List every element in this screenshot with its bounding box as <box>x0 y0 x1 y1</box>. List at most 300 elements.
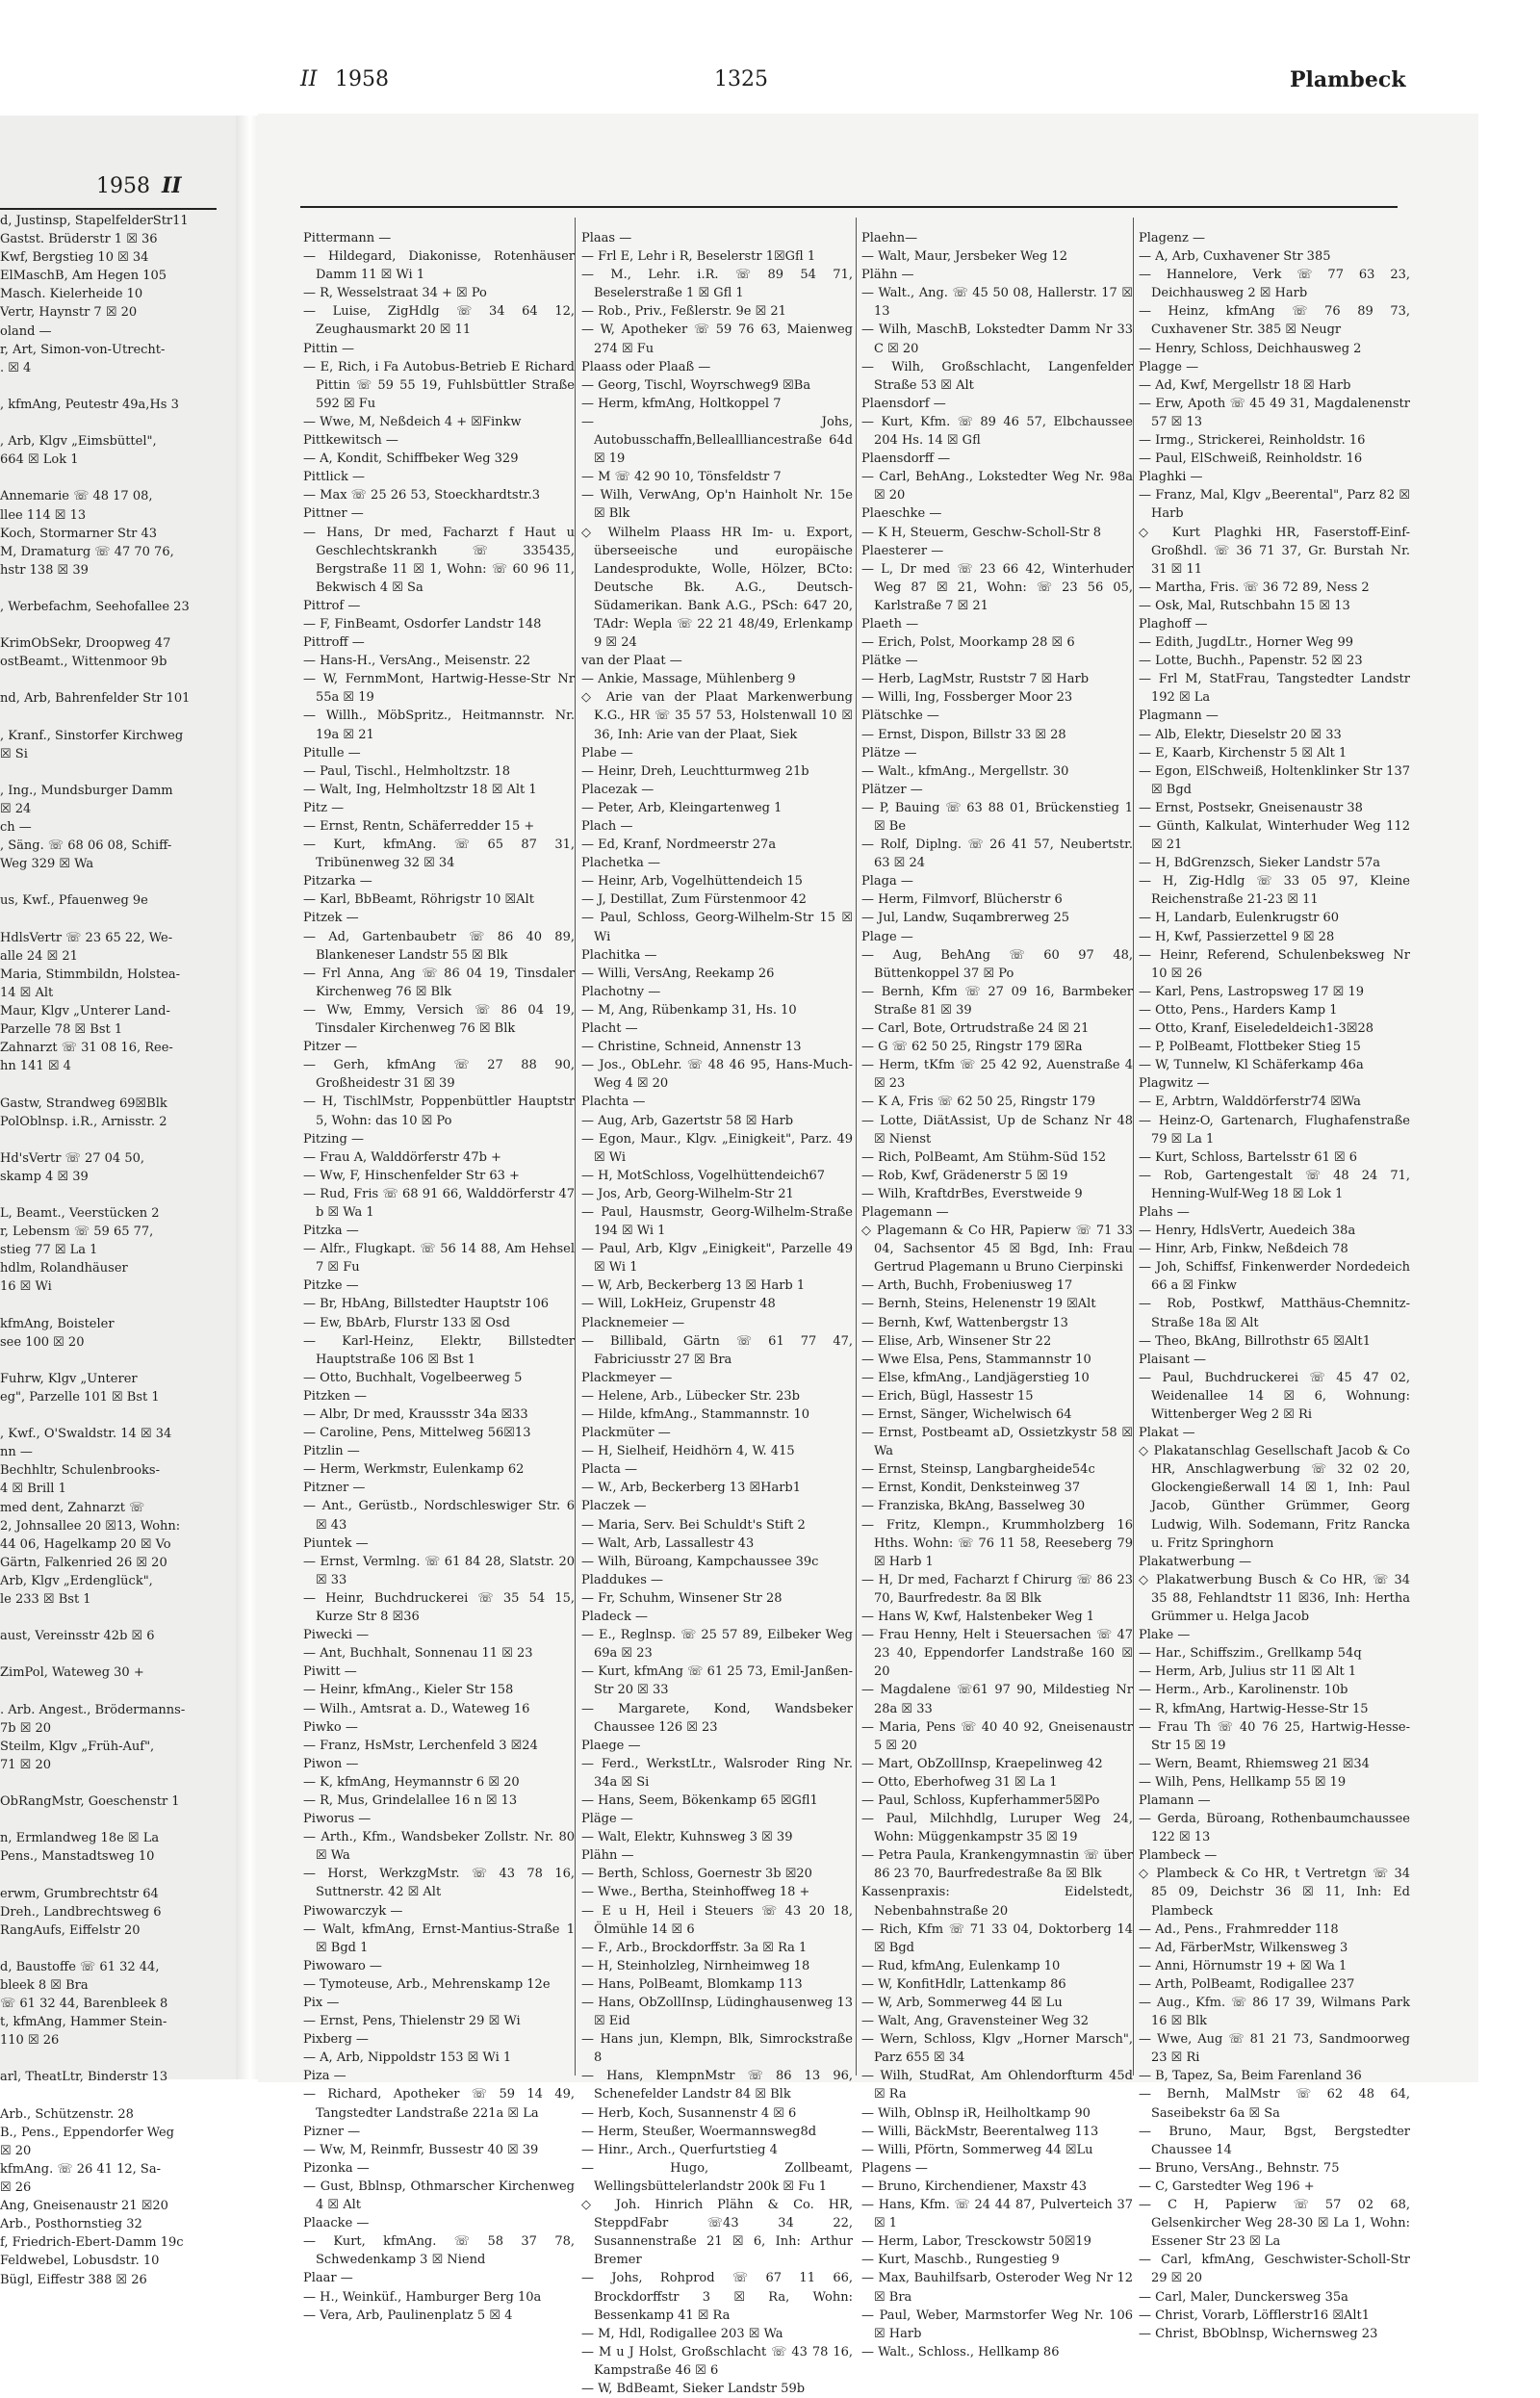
left-page-line: ZimPol, Wateweg 30 + <box>0 1665 144 1681</box>
business-entry: ◇ Wilhelm Plaass HR Im- u. Export, überseeische und europäische Landesprodukte, Wolle, Hölzer, BCto: Deutsche Bk. A.G., Deutsch-Südamerikan. Bank A.G., PSch: 647 20, TAdr: Wepla ☏ 22 21 48/49, Erlenkamp 9 ☒ 24 <box>581 525 853 651</box>
left-page-line: oland — <box>0 323 52 339</box>
directory-entry: — Herb, Koch, Susannenstr 4 ☒ 6 <box>581 2105 797 2121</box>
directory-entry: — Rob, Kwf, Grädenerstr 5 ☒ 19 <box>861 1168 1068 1183</box>
directory-entry: — W, Apotheker ☏ 59 76 63, Maienweg 274 ☒ Fu <box>581 322 853 356</box>
left-page-line <box>0 1406 204 1425</box>
directory-entry: — Jul, Landw, Suqambrerweg 25 <box>861 911 1070 926</box>
directory-entry: — Theo, BkAng, Billrothstr 65 ☒Alt1 <box>1139 1333 1372 1349</box>
directory-entry: — Frl E, Lehr i R, Beselerstr 1☒Gfl 1 <box>581 249 816 265</box>
directory-entry: — Aug, BehAng ☏ 60 97 48, Büttenkoppel 37 ☒ Po <box>861 947 1133 981</box>
directory-entry: — Har., Schiffszim., Grellkamp 54q <box>1139 1646 1362 1662</box>
left-page-line <box>0 616 204 634</box>
directory-entry: — Horst, WerkzgMstr. ☏ 43 78 16, Suttnerstr. 42 ☒ Alt <box>303 1867 575 1900</box>
directory-entry: — Christ, BbOblnsp, Wichernsweg 23 <box>1139 2326 1378 2341</box>
surname-heading: Placzek — <box>581 1499 647 1514</box>
directory-entry: — A, Kondit, Schiffbeker Weg 329 <box>303 451 519 467</box>
directory-entry: — Henry, Schloss, Deichhausweg 2 <box>1139 341 1362 356</box>
surname-heading: Piuntek — <box>303 1535 369 1551</box>
directory-entry: — Bernh, MalMstr ☏ 62 48 64, Saseibekstr 6a ☒ Sa <box>1139 2087 1410 2121</box>
directory-entry: — Petra Paula, Krankengymnastin ☏ über 86 23 70, Baurfredestraße 8a ☒ Blk <box>861 1848 1133 1882</box>
left-page-line: . Arb. Angest., Brödermanns- <box>0 1702 186 1717</box>
directory-entry: — Paul, Hausmstr, Georg-Wilhelm-Straße 194 ☒ Wi 1 <box>581 1204 853 1239</box>
left-page-line: see 100 ☒ 20 <box>0 1334 85 1350</box>
directory-entry: — Otto, Eberhofweg 31 ☒ La 1 <box>861 1774 1058 1790</box>
left-page-line: stieg 77 ☒ La 1 <box>0 1243 98 1258</box>
left-page-line: kfmAng, Boisteler <box>0 1316 115 1331</box>
directory-entry: — Helene, Arb., Lübecker Str. 23b <box>581 1388 800 1404</box>
directory-entry: — Ernst, Vermlng. ☏ 61 84 28, Slatstr. 20 ☒ 33 <box>303 1554 575 1587</box>
directory-entry: — Rich, Kfm ☏ 71 33 04, Doktorberg 14 ☒ Bgd <box>861 1921 1133 1955</box>
left-page-line <box>0 1075 204 1094</box>
left-page-line: KrimObSekr, Droopweg 47 <box>0 636 171 652</box>
directory-entry: — Karl, Pens, Lastropsweg 17 ☒ 19 <box>1139 984 1364 999</box>
surname-heading: Piwecki — <box>303 1628 370 1643</box>
left-page-line: 14 ☒ Alt <box>0 985 54 1000</box>
directory-entry: — Christine, Schneid, Annenstr 13 <box>581 1040 802 1055</box>
directory-entry: — Johs, Rohprod ☏ 67 11 66, Brockdorffstr 3 ☒ Ra, Wohn: Bessenkamp 41 ☒ Ra <box>581 2271 853 2323</box>
directory-entry: — Erich, Polst, Moorkamp 28 ☒ 6 <box>861 635 1075 651</box>
directory-entry: — Günth, Kalkulat, Winterhuder Weg 112 ☒ 21 <box>1139 819 1410 853</box>
left-page-line: arl, TheatLtr, Binderstr 13 <box>0 2070 168 2085</box>
directory-entry: — Carl, BehAng., Lokstedter Weg Nr. 98a ☒ 20 <box>861 470 1133 503</box>
left-page-line <box>0 911 204 929</box>
directory-entry: — Paul, Weber, Marmstorfer Weg Nr. 106 ☒ Harb <box>861 2308 1133 2341</box>
surname-heading: Plabe — <box>581 745 633 761</box>
left-page-line: ☒ 26 <box>0 2180 32 2196</box>
left-page-line: 44 06, Hagelkamp 20 ☒ Vo <box>0 1536 171 1552</box>
surname-heading: Plamann — <box>1139 1792 1211 1808</box>
left-page-line <box>0 1645 204 1663</box>
surname-heading: Plackmüter — <box>581 1426 671 1441</box>
directory-entry: — Otto, Buchhalt, Vogelbeerweg 5 <box>303 1370 523 1385</box>
directory-entry: — A, Arb, Nippoldstr 153 ☒ Wi 1 <box>303 2050 512 2066</box>
surname-heading: Plätze — <box>861 745 917 761</box>
left-page-line: Hd'sVertr ☏ 27 04 50, <box>0 1150 144 1166</box>
directory-entry: — Rud, kfmAng, Eulenkamp 10 <box>861 1958 1061 1973</box>
directory-entry: — Wilh, Pens, Hellkamp 55 ☒ 19 <box>1139 1774 1347 1790</box>
directory-entry: — Herm, kfmAng, Holtkoppel 7 <box>581 396 782 411</box>
directory-entry: — Paul, Schloss, Georg-Wilhelm-Str 15 ☒ Wi <box>581 911 853 944</box>
left-page-line: HdlsVertr ☏ 23 65 22, We- <box>0 930 173 945</box>
business-entry: ◇ Plambeck & Co HR, t Vertretgn ☏ 34 85 09, Deichstr 36 ☒ 11, Inh: Ed Plambeck <box>1139 1867 1410 1919</box>
directory-entry: — Ant, Buchhalt, Sonnenau 11 ☒ 23 <box>303 1646 533 1662</box>
directory-entry: — Hilde, kfmAng., Stammannstr. 10 <box>581 1407 810 1422</box>
left-page-line: , kfmAng, Peutestr 49a,Hs 3 <box>0 397 179 412</box>
surname-heading: Plähn — <box>581 1848 634 1864</box>
left-page-line: 71 ☒ 20 <box>0 1757 52 1772</box>
surname-heading: Pittermann — <box>303 231 392 245</box>
surname-heading: Placht — <box>581 1021 638 1037</box>
surname-heading: Plaar — <box>303 2271 353 2286</box>
directory-entry: — Hans, PolBeamt, Blomkamp 113 <box>581 1976 803 1992</box>
directory-entry: — Carl, Maler, Dunckersweg 35a <box>1139 2289 1348 2305</box>
left-page-line <box>0 1683 204 1701</box>
left-page-line: ☒ Si <box>0 746 28 761</box>
directory-entry: — F, FinBeamt, Osdorfer Landstr 148 <box>303 616 542 632</box>
directory-entry: — Franz, HsMstr, Lerchenfeld 3 ☒24 <box>303 1738 538 1753</box>
left-page-line <box>0 1811 204 1829</box>
directory-entry: — Ad, Kwf, Mergellstr 18 ☒ Harb <box>1139 377 1351 393</box>
directory-entry: — Martha, Fris. ☏ 36 72 89, Ness 2 <box>1139 580 1370 595</box>
directory-entry: — Edith, JugdLtr., Horner Weg 99 <box>1139 635 1354 651</box>
directory-entry: — Heinr, Dreh, Leuchtturmweg 21b <box>581 763 809 779</box>
directory-entry: — Heinr, Buchdruckerei ☏ 35 54 15, Kurze Str 8 ☒36 <box>303 1590 575 1625</box>
left-page-line: Annemarie ☏ 48 17 08, <box>0 489 153 504</box>
directory-entry: — Walt., kfmAng., Mergellstr. 30 <box>861 763 1069 779</box>
directory-entry: — Ad, FärberMstr, Wilkensweg 3 <box>1139 1940 1348 1955</box>
directory-entry: — Vera, Arb, Paulinenplatz 5 ☒ 4 <box>303 2308 513 2323</box>
directory-entry: — Bruno, VersAng., Behnstr. 75 <box>1139 2160 1340 2176</box>
directory-entry: — Ernst, Rentn, Schäferredder 15 + <box>303 819 535 834</box>
directory-column-1 <box>303 229 575 2323</box>
directory-entry: — Rich, PolBeamt, Am Stühm-Süd 152 <box>861 1149 1107 1165</box>
directory-entry: — Paul, Schloss, Kupferhammer5☒Po <box>861 1792 1100 1808</box>
left-page-line <box>0 1131 204 1149</box>
surname-heading: Placezak — <box>581 782 654 797</box>
surname-heading: Pitzer — <box>303 1040 358 1055</box>
directory-entry: — Kurt, kfmAng. ☏ 65 87 31, Tribünenweg 32 ☒ 34 <box>303 838 575 871</box>
directory-entry: — Berth, Schloss, Goernestr 3b ☒20 <box>581 1867 812 1882</box>
surname-heading: Plakatwerbung — <box>1139 1554 1252 1569</box>
left-page-line: d, Justinsp, StapelfelderStr11 <box>0 214 189 228</box>
directory-entry: — Hildegard, Diakonisse, Rotenhäuser Damm 11 ☒ Wi 1 <box>303 249 575 283</box>
surname-heading: Plaesterer — <box>861 543 944 558</box>
directory-entry: — Johs, Autobusschaffn,Belleallliancestraße 64d ☒ 19 <box>581 414 853 467</box>
surname-heading: Plaghoff — <box>1139 616 1208 632</box>
surname-heading: Plaege — <box>581 1738 641 1753</box>
directory-entry: — R, kfmAng, Hartwig-Hesse-Str 15 <box>1139 1701 1369 1716</box>
surname-heading: Plaghki — <box>1139 470 1203 485</box>
surname-heading: Plaehn— <box>861 231 918 245</box>
directory-entry: — H., Weinküf., Hamburger Berg 10a <box>303 2289 542 2305</box>
directory-entry: — Lotte, DiätAssist, Up de Schanz Nr 48 ☒ Nienst <box>861 1113 1133 1147</box>
directory-entry: — Wwe., Bertha, Steinhoffweg 18 + <box>581 1885 810 1900</box>
directory-entry: — M ☏ 42 90 10, Tönsfeldstr 7 <box>581 470 782 485</box>
directory-entry: — Rob., Priv., Feßlerstr. 9e ☒ 21 <box>581 304 786 320</box>
left-page-line <box>0 580 204 598</box>
directory-entry: — H, Dr med, Facharzt f Chirurg ☏ 86 23 70, Baurfredestr. 8a ☒ Blk <box>861 1572 1133 1606</box>
directory-entry: — Herm., Arb., Karolinenstr. 10b <box>1139 1683 1348 1698</box>
directory-entry: — Ww, Emmy, Versich ☏ 86 04 19, Tinsdaler Kirchenweg 76 ☒ Blk <box>303 1002 575 1037</box>
left-page-text <box>0 212 204 2289</box>
left-page-line: d, Baustoffe ☏ 61 32 44, <box>0 1959 160 1974</box>
directory-entry: — Karl-Heinz, Elektr, Billstedter Hauptstraße 106 ☒ Bst 1 <box>303 1333 575 1367</box>
directory-entry: — Ed, Kranf, Nordmeerstr 27a <box>581 838 777 853</box>
directory-entry: — Ad., Pens., Frahmredder 118 <box>1139 1921 1339 1937</box>
left-page-line: hdlm, Rolandhäuser <box>0 1261 128 1276</box>
surname-heading: Pitulle — <box>303 745 361 761</box>
surname-heading: Plaga — <box>861 874 913 890</box>
directory-entry: — Will, LokHeiz, Grupenstr 48 <box>581 1297 776 1312</box>
left-page-line: Dreh., Landbrechtsweg 6 <box>0 1904 162 1920</box>
directory-entry: — Magdalene ☏61 97 90, Mildestieg Nr 28a ☒ 33 <box>861 1683 1133 1716</box>
business-entry: ◇ Plakatwerbung Busch & Co HR, ☏ 34 35 88, Fehlandtstr 11 ☒36, Inh: Hertha Grümmer u. Helga Jacob <box>1139 1572 1410 1625</box>
directory-entry: — Wern, Schloss, Klgv „Horner Marsch", Parz 655 ☒ 34 <box>861 2032 1133 2066</box>
directory-entry: — Willi, VersAng, Reekamp 26 <box>581 966 775 981</box>
directory-entry: — Wwe Elsa, Pens, Stammannstr 10 <box>861 1352 1091 1367</box>
left-page-line: , Kwf., O'Swaldstr. 14 ☒ 34 <box>0 1427 172 1442</box>
directory-entry: — Rob, Postkwf, Matthäus-Chemnitz-Straße 18a ☒ Alt <box>1139 1297 1410 1330</box>
surname-heading: Pläge — <box>581 1812 633 1827</box>
surname-heading: Piwitt — <box>303 1664 357 1680</box>
directory-entry: — Ernst, Postsekr, Gneisenaustr 38 <box>1139 800 1363 815</box>
surname-heading: Plagge — <box>1139 359 1199 374</box>
directory-entry: — Wilh, StudRat, Am Ohlendorfturm 45d ☒ Ra <box>861 2069 1133 2102</box>
left-page-line: , Säng. ☏ 68 06 08, Schiff- <box>0 838 172 854</box>
directory-entry: — Heinz, kfmAng ☏ 76 89 73, Cuxhavener Str. 385 ☒ Neugr <box>1139 304 1410 338</box>
directory-entry: — C H, Papierw ☏ 57 02 68, Gelsenkircher Weg 28-30 ☒ La 1, Wohn: Essener Str 23 ☒ La <box>1139 2198 1410 2250</box>
left-page-line: ☒ 20 <box>0 2143 32 2158</box>
directory-entry: — Willi, Ing, Fossberger Moor 23 <box>861 690 1073 706</box>
directory-entry: — Br, HbAng, Billstedter Hauptstr 106 <box>303 1297 550 1312</box>
surname-heading: Pitzek — <box>303 911 359 926</box>
surname-heading: Plakat — <box>1139 1426 1195 1441</box>
business-entry: ◇ Arie van der Plaat Markenwerbung K.G., HR ☏ 35 57 53, Holstenwall 10 ☒ 36, Inh: Arie van der Plaat, Siek <box>581 690 853 742</box>
directory-entry: — Paul, Buchdruckerei ☏ 45 47 02, Weidenallee 14 ☒ 6, Wohnung: Wittenberger Weg 2 ☒ Ri <box>1139 1370 1410 1422</box>
directory-entry: — Wilh, MaschB, Lokstedter Damm Nr 33 C ☒ 20 <box>861 322 1133 356</box>
directory-entry: — Else, kfmAng., Landjägerstieg 10 <box>861 1370 1090 1385</box>
directory-entry: — Bernh, Kwf, Wattenbergstr 13 <box>861 1315 1068 1330</box>
directory-entry: — H, Sielheif, Heidhörn 4, W. 415 <box>581 1444 795 1459</box>
directory-column-4 <box>1139 229 1410 2341</box>
surname-heading: Plachta — <box>581 1095 646 1110</box>
left-page-line <box>0 469 204 487</box>
left-page-line: ☒ 24 <box>0 802 32 816</box>
surname-heading: Pix — <box>303 1996 340 2010</box>
directory-entry: — Hans-H., VersAng., Meisenstr. 22 <box>303 654 531 669</box>
directory-entry: — Heinr, Arb, Vogelhüttendeich 15 <box>581 874 803 890</box>
surname-heading: Plahs — <box>1139 1204 1190 1220</box>
directory-entry: — Wwe, M, Neßdeich 4 + ☒Finkw <box>303 414 522 429</box>
directory-entry: — Albr, Dr med, Kraussstr 34a ☒33 <box>303 1407 528 1422</box>
surname-heading: Pitzarka — <box>303 874 372 890</box>
column-divider <box>575 218 576 2076</box>
directory-entry: — Arth, PolBeamt, Rodigallee 237 <box>1139 1976 1355 1992</box>
surname-heading: Plagenz — <box>1139 231 1206 245</box>
left-page-line: n, Ermlandweg 18e ☒ La <box>0 1831 160 1846</box>
left-page-line: Arb., Schützenstr. 28 <box>0 2106 134 2122</box>
directory-entry: — Fritz, Klempn., Krummholzberg 16 Hths. Wohn: ☏ 76 11 58, Reeseberg 79 ☒ Harb 1 <box>861 1517 1133 1569</box>
directory-entry: — Kurt, kfmAng ☏ 61 25 73, Emil-Janßen-Str 20 ☒ 33 <box>581 1664 853 1698</box>
directory-entry: — Franz, Mal, Klgv „Beerental", Parz 82 ☒ Harb <box>1139 488 1410 522</box>
surname-heading: Pittrof — <box>303 598 361 613</box>
surname-heading: Plagens — <box>861 2160 928 2176</box>
directory-entry: — W., Arb, Beckerberg 13 ☒Harb1 <box>581 1481 802 1496</box>
directory-entry: — W, BdBeamt, Sieker Landstr 59b <box>581 2381 806 2396</box>
directory-entry: — Bernh, Steins, Helenenstr 19 ☒Alt <box>861 1297 1096 1312</box>
directory-entry: — Wilh., Amtsrat a. D., Wateweg 16 <box>303 1701 530 1716</box>
directory-entry: — Ferd., WerkstLtr., Walsroder Ring Nr. 34a ☒ Si <box>581 1756 853 1790</box>
surname-heading: Piworus — <box>303 1812 372 1827</box>
surname-heading: Plagemann — <box>861 1204 949 1220</box>
directory-entry: — Hans, Seem, Bökenkamp 65 ☒Gfl1 <box>581 1792 818 1808</box>
left-page-line: Ang, Gneisenaustr 21 ☒20 <box>0 2199 168 2214</box>
directory-entry: — Herm, tKfm ☏ 25 42 92, Auenstraße 4 ☒ 23 <box>861 1058 1133 1092</box>
directory-entry: — Wilh, KraftdrBes, Everstweide 9 <box>861 1186 1083 1201</box>
surname-heading: Pitzing — <box>303 1131 364 1147</box>
directory-entry: — Christ, Vorarb, Löfflerstr16 ☒Alt1 <box>1139 2308 1371 2323</box>
directory-entry: — Kurt, Kfm. ☏ 89 46 57, Elbchaussee 204 Hs. 14 ☒ Gfl <box>861 414 1133 449</box>
directory-entry: — Rolf, Diplng. ☏ 26 41 57, Neubertstr. 63 ☒ 24 <box>861 838 1133 871</box>
directory-entry: — Gerda, Büroang, Rothenbaumchaussee 122 ☒ 13 <box>1139 1812 1410 1845</box>
directory-entry: — Heinz-O, Gartenarch, Flughafenstraße 79 ☒ La 1 <box>1139 1113 1410 1147</box>
surname-heading: Plage — <box>861 929 913 944</box>
left-page-line: Vertr, Haynstr 7 ☒ 20 <box>0 305 138 321</box>
directory-entry: — Hugo, Zollbeamt, Wellingsbüttelerlandstr 200k ☒ Fu 1 <box>581 2160 853 2194</box>
left-page-line: eg", Parzelle 101 ☒ Bst 1 <box>0 1390 160 1405</box>
surname-heading: Pitzke — <box>303 1278 359 1294</box>
directory-entry: — Franziska, BkAng, Basselweg 30 <box>861 1499 1086 1514</box>
directory-entry: — H, Kwf, Passierzettel 9 ☒ 28 <box>1139 929 1335 944</box>
surname-heading: Plackmeyer — <box>581 1370 673 1385</box>
directory-entry: — Frl M, StatFrau, Tangstedter Landstr 192 ☒ La <box>1139 672 1410 706</box>
directory-entry: — Frau Henny, Helt i Steuersachen ☏ 47 23 40, Eppendorfer Landstraße 160 ☒ 20 <box>861 1628 1133 1680</box>
directory-entry: — Hans jun, Klempn, Blk, Simrockstraße 8 <box>581 2032 853 2066</box>
directory-entry: — M, Ang, Rübenkamp 31, Hs. 10 <box>581 1002 797 1018</box>
left-page-line: ostBeamt., Wittenmoor 9b <box>0 655 167 670</box>
directory-entry: — Walt, Ing, Helmholtzstr 18 ☒ Alt 1 <box>303 782 537 797</box>
directory-entry: — Peter, Arb, Kleingartenweg 1 <box>581 800 783 815</box>
left-page-line: Feldwebel, Lobusdstr. 10 <box>0 2254 160 2269</box>
directory-entry: — Anni, Hörnumstr 19 + ☒ Wa 1 <box>1139 1958 1348 1973</box>
directory-entry: — J, Destillat, Zum Fürstenmoor 42 <box>581 892 807 908</box>
directory-entry: — Paul, ElSchweiß, Reinholdstr. 16 <box>1139 451 1363 467</box>
directory-entry: — Herm, Labor, Tresckowstr 50☒19 <box>861 2234 1091 2250</box>
left-page-line: Arb., Posthornstieg 32 <box>0 2217 142 2232</box>
directory-entry: — Ew, BbArb, Flurstr 133 ☒ Osd <box>303 1315 510 1330</box>
left-page <box>0 116 255 2287</box>
directory-entry: — K, kfmAng, Heymannstr 6 ☒ 20 <box>303 1774 520 1790</box>
surname-heading: Pladdukes — <box>581 1572 664 1587</box>
left-page-line: , Werbefachm, Seehofallee 23 <box>0 599 190 614</box>
left-page-line: Koch, Stormarner Str 43 <box>0 526 158 541</box>
surname-heading: Pixberg — <box>303 2032 369 2048</box>
left-page-line <box>0 2087 204 2105</box>
directory-entry: — Willi, BäckMstr, Beerentalweg 113 <box>861 2124 1099 2139</box>
left-page-line <box>0 1297 204 1315</box>
directory-entry: — L, Dr med ☏ 23 66 42, Winterhuder Weg 87 ☒ 21, Wohn: ☏ 23 56 05, Karlstraße 7 ☒ 21 <box>861 561 1133 613</box>
directory-entry: — K H, Steuerm, Geschw-Scholl-Str 8 <box>861 525 1102 540</box>
left-page-line: . ☒ 4 <box>0 360 32 375</box>
directory-entry: — Frau Th ☏ 40 76 25, Hartwig-Hesse-Str 15 ☒ 19 <box>1139 1719 1410 1753</box>
directory-entry: — Arth, Buchh, Frobeniusweg 17 <box>861 1278 1073 1294</box>
directory-entry: — Caroline, Pens, Mittelweg 56☒13 <box>303 1426 531 1441</box>
directory-entry: — Alfr., Flugkapt. ☏ 56 14 88, Am Hehsel 7 ☒ Fu <box>303 1242 575 1276</box>
directory-entry: — Gust, Bblnsp, Othmarscher Kirchenweg 4 ☒ Alt <box>303 2179 575 2213</box>
directory-entry: — Luise, ZigHdlg ☏ 34 64 12, Zeughausmarkt 20 ☒ 11 <box>303 304 575 338</box>
column-divider <box>1133 218 1134 2076</box>
left-page-line: B., Pens., Eppendorfer Weg <box>0 2125 174 2140</box>
surname-heading: Plagmann — <box>1139 709 1219 724</box>
directory-entry: — Kurt, Maschb., Rungestieg 9 <box>861 2253 1060 2268</box>
business-entry: ◇ Plakatanschlag Gesellschaft Jacob & Co HR, Anschlagwerbung ☏ 32 02 20, Glockengießerwall 14 ☒ 1, Inh: Paul Jacob, Günther Grümmer, Georg Ludwig, Wilh. Sodemann, Fritz Rancka u. Fritz Springhorn <box>1139 1444 1410 1551</box>
directory-entry: — B, Tapez, Sa, Beim Farenland 36 <box>1139 2069 1362 2084</box>
business-entry: ◇ Kurt Plaghki HR, Faserstoff-Einf-Großhdl. ☏ 36 71 37, Gr. Burstah Nr. 31 ☒ 11 <box>1139 525 1410 577</box>
left-page-line <box>0 873 204 891</box>
surname-heading: Pitzlin — <box>303 1444 360 1459</box>
page-number: 1325 <box>714 67 768 91</box>
left-page-line: Arb, Klgv „Erdenglück", <box>0 1573 153 1588</box>
left-page-line <box>0 763 204 782</box>
left-page-line: 2, Johnsallee 20 ☒13, Wohn: <box>0 1518 181 1534</box>
surname-heading: Pittin — <box>303 341 355 356</box>
directory-entry: — Frau A, Walddörferstr 47b + <box>303 1149 501 1165</box>
directory-entry: — Wilh, Großschlacht, Langenfelder Straße 53 ☒ Alt <box>861 359 1133 393</box>
directory-entry: — Wwe, Aug ☏ 81 21 73, Sandmoorweg 23 ☒ Ri <box>1139 2032 1410 2066</box>
directory-entry: — Max, Bauhilfsarb, Osteroder Weg Nr 12 ☒ Bra <box>861 2271 1133 2305</box>
left-page-line <box>0 1774 204 1792</box>
directory-entry: — Ernst, Sänger, Wichelwisch 64 <box>861 1407 1072 1422</box>
left-page-line <box>0 1609 204 1627</box>
directory-entry: — Ww, F, Hinschenfelder Str 63 + <box>303 1168 520 1183</box>
directory-entry: — Joh, Schiffsf, Finkenwerder Nordedeich 66 a ☒ Finkw <box>1139 1260 1410 1294</box>
directory-entry: — H, Landarb, Eulenkrugstr 60 <box>1139 911 1340 926</box>
surname-heading: Plätke — <box>861 654 918 669</box>
surname-heading: Plähn — <box>861 268 914 283</box>
directory-entry: — R, Wesselstraat 34 + ☒ Po <box>303 286 487 301</box>
directory-entry: — W, Arb, Beckerberg 13 ☒ Harb 1 <box>581 1278 806 1294</box>
left-page-line: alle 24 ☒ 21 <box>0 948 78 964</box>
left-page-line: Maur, Klgv „Unterer Land- <box>0 1004 170 1019</box>
directory-entry: — Paul, Tischl., Helmholtzstr. 18 <box>303 763 510 779</box>
directory-entry: — Georg, Tischl, Woyrschweg9 ☒Ba <box>581 377 811 393</box>
left-page-line: Bechhltr, Schulenbrooks- <box>0 1463 160 1479</box>
surname-heading: van der Plaat — <box>581 654 682 669</box>
left-page-line: skamp 4 ☒ 39 <box>0 1169 89 1184</box>
directory-entry: — Tymoteuse, Arb., Mehrenskamp 12e <box>303 1976 551 1992</box>
directory-entry: — P, PolBeamt, Flottbeker Stieg 15 <box>1139 1040 1361 1055</box>
directory-entry: — Hans, Dr med, Facharzt f Haut u Geschlechtskrankh ☏ 335435, Bergstraße 11 ☒ 1, Wohn: ☏ 60 96 11, Bekwisch 4 ☒ Sa <box>303 525 575 595</box>
directory-entry: — Rud, Fris ☏ 68 91 66, Walddörferstr 47 b ☒ Wa 1 <box>303 1186 575 1220</box>
left-page-line: Gastst. Brüderstr 1 ☒ 36 <box>0 232 158 247</box>
directory-entry: — W, KonfitHdlr, Lattenkamp 86 <box>861 1976 1066 1992</box>
directory-entry: — Ernst, Steinsp, Langbargheide54c <box>861 1462 1095 1478</box>
directory-entry: — Carl, Bote, Ortrudstraße 24 ☒ 21 <box>861 1021 1090 1037</box>
surname-heading: Plaas — <box>581 231 632 245</box>
left-page-line: , Arb, Klgv „Eimsbüttel", <box>0 434 157 450</box>
directory-column-2 <box>581 229 853 2396</box>
directory-entry: — Aug., Kfm. ☏ 86 17 39, Wilmans Park 16 ☒ Blk <box>1139 1996 1410 2029</box>
directory-entry: — Wern, Beamt, Rhiemsweg 21 ☒34 <box>1139 1756 1370 1771</box>
column-divider <box>856 218 857 2076</box>
surname-heading: Plake — <box>1139 1628 1191 1643</box>
directory-entry: — W, FernmMont, Hartwig-Hesse-Str Nr 55a ☒ 19 <box>303 672 575 706</box>
directory-entry: — H, BdGrenzsch, Sieker Landstr 57a <box>1139 856 1380 871</box>
directory-entry: — K A, Fris ☏ 62 50 25, Ringstr 179 <box>861 1095 1096 1110</box>
surname-heading: Plaacke — <box>303 2216 370 2231</box>
directory-entry: — Maria, Pens ☏ 40 40 92, Gneisenaustr 5 ☒ 20 <box>861 1719 1133 1753</box>
left-page-line: bleek 8 ☒ Bra <box>0 1978 89 1993</box>
directory-entry: — Gerh, kfmAng ☏ 27 88 90, Großheidestr 31 ☒ 39 <box>303 1058 575 1092</box>
running-title: Plambeck <box>1290 67 1406 92</box>
left-page-line <box>0 1352 204 1370</box>
directory-entry: — Erich, Bügl, Hassestr 15 <box>861 1388 1034 1404</box>
surname-heading: Piwon — <box>303 1756 359 1771</box>
directory-entry: — F., Arb., Brockdorffstr. 3a ☒ Ra 1 <box>581 1940 808 1955</box>
directory-entry: — Hannelore, Verk ☏ 77 63 23, Deichhausweg 2 ☒ Harb <box>1139 268 1410 301</box>
directory-entry: — Walt., Ang. ☏ 45 50 08, Hallerstr. 17 ☒ 13 <box>861 286 1133 320</box>
directory-entry: — Herb, LagMstr, Ruststr 7 ☒ Harb <box>861 672 1090 687</box>
left-page-line: Bügl, Eiffestr 388 ☒ 26 <box>0 2272 147 2287</box>
left-page-line: nn — <box>0 1445 33 1460</box>
directory-entry: — Richard, Apotheker ☏ 59 14 49, Tangstedter Landstraße 221a ☒ La <box>303 2087 575 2121</box>
directory-entry: — Henry, HdlsVertr, Auedeich 38a <box>1139 1224 1356 1239</box>
directory-entry: — Karl, BbBeamt, Röhrigstr 10 ☒Alt <box>303 892 534 908</box>
surname-heading: Pitzner — <box>303 1481 366 1496</box>
left-page-line: RangAufs, Eiffelstr 20 <box>0 1922 141 1938</box>
directory-entry: — Willi, Pförtn, Sommerweg 44 ☒Lu <box>861 2142 1093 2157</box>
left-page-line <box>0 2050 204 2068</box>
